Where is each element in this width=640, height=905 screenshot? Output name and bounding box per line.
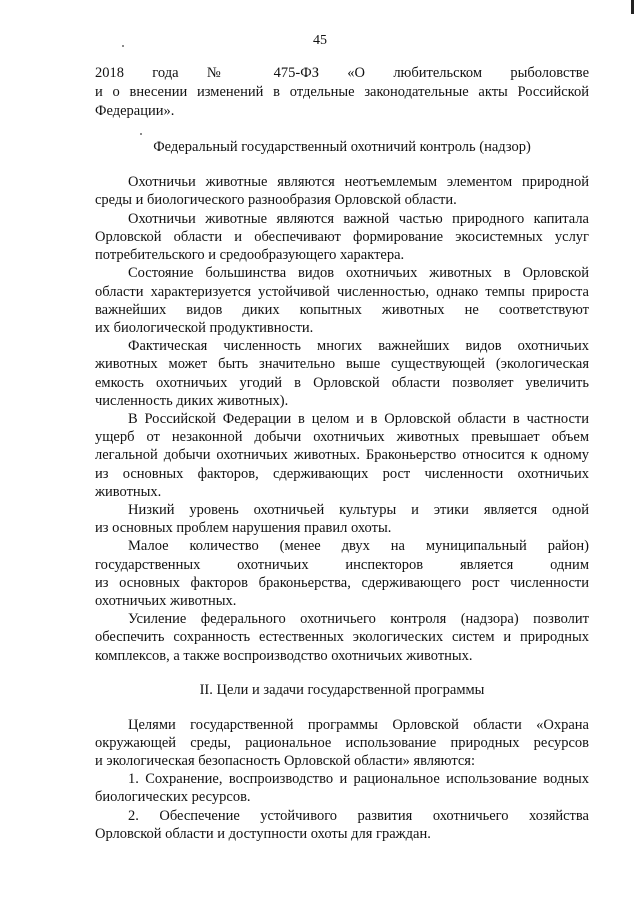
paragraph-line: комплексов, а также воспроизводство охотничьих животных. <box>95 648 473 664</box>
page-number: 45 <box>313 33 327 48</box>
paragraph-line: Охотничьи животные являются важной частью природного капитала <box>128 211 589 227</box>
paragraph-line: 2. Обеспечение устойчивого развития охотничьего хозяйства <box>128 808 589 824</box>
section-heading: II. Цели и задачи государственной программы <box>199 682 485 698</box>
paragraph-line: Состояние большинства видов охотничьих животных в Орловской <box>128 265 589 281</box>
paragraph-line: среды и биологического разнообразия Орловской области. <box>95 192 457 208</box>
paragraph-line: Орловской области и доступности охоты для граждан. <box>95 826 431 842</box>
paragraph-line: Малое количество (менее двух на муниципальный район) <box>128 538 589 554</box>
paragraph-line: численность диких животных). <box>95 393 289 409</box>
paragraph-line: и экологическая безопасность Орловской области» являются: <box>95 753 475 769</box>
scan-speck <box>140 133 142 135</box>
paragraph-line: окружающей среды, рациональное использование природных ресурсов <box>95 735 589 751</box>
paragraph-line: Охотничьи животные являются неотъемлемым элементом природной <box>128 174 589 190</box>
paragraph-line: животных может быть значительно выше существующей (экологическая <box>95 356 589 372</box>
paragraph-line: потребительского и средообразующего характера. <box>95 247 405 263</box>
paragraph-line: их биологической продуктивности. <box>95 320 314 336</box>
paragraph-line: ущерб от незаконной добычи охотничьих животных превышает объем <box>95 429 589 445</box>
paragraph-line: Федерации». <box>95 103 175 119</box>
paragraph-line: легальной добычи охотничьих животных. Браконьерство относится к одному <box>95 447 589 463</box>
paragraph-line: области характеризуется устойчивой численностью, однако темпы прироста <box>95 284 589 300</box>
paragraph-line: из основных факторов браконьерства, сдерживающего рост численности <box>95 575 589 591</box>
paragraph-line: Целями государственной программы Орловской области «Охрана <box>128 717 589 733</box>
paragraph-line: емкость охотничьих угодий в Орловской области позволяет увеличить <box>95 375 589 391</box>
paragraph-line: животных. <box>95 484 162 500</box>
paragraph-line: 2018 года № 475-ФЗ «О любительском рыболовстве <box>95 65 589 81</box>
paragraph-line: В Российской Федерации в целом и в Орловской области в частности <box>128 411 589 427</box>
paragraph-line: важнейших видов диких копытных животных не соответствуют <box>95 302 589 318</box>
scan-mark <box>631 0 634 14</box>
section-heading: Федеральный государственный охотничий контроль (надзор) <box>153 139 531 155</box>
paragraph-line: Фактическая численность многих важнейших видов охотничьих <box>128 338 589 354</box>
paragraph-line: биологических ресурсов. <box>95 789 251 805</box>
paragraph-line: Усиление федерального охотничьего контроля (надзора) позволит <box>128 611 589 627</box>
paragraph-line: и о внесении изменений в отдельные законодательные акты Российской <box>95 84 589 100</box>
paragraph-line: Орловской области и обеспечивают формирование экосистемных услуг <box>95 229 589 245</box>
paragraph-line: Низкий уровень охотничьей культуры и этики является одной <box>128 502 589 518</box>
paragraph-line: 1. Сохранение, воспроизводство и рациональное использование водных <box>128 771 589 787</box>
paragraph-line: из основных факторов, сдерживающих рост численности охотничьих <box>95 466 589 482</box>
paragraph-line: государственных охотничьих инспекторов является одним <box>95 557 589 573</box>
paragraph-line: охотничьих животных. <box>95 593 237 609</box>
paragraph-line: обеспечить сохранность естественных экологических систем и природных <box>95 629 589 645</box>
paragraph-line: из основных проблем нарушения правил охоты. <box>95 520 392 536</box>
